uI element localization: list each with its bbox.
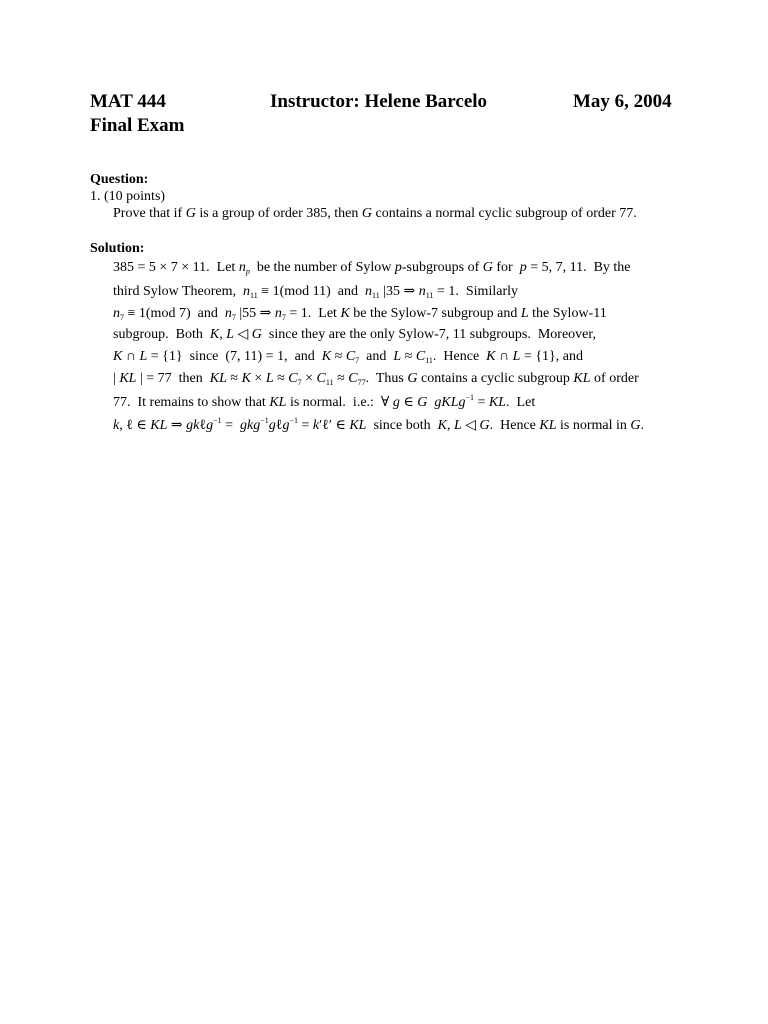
solution-line-1: 385 = 5 × 7 × 11. Let $n_p$ be the number of Sylow p-subgroups of G for p = 5, 7, 11. By the bbox=[113, 260, 631, 276]
question-number-points: 1. (10 points) bbox=[90, 189, 166, 204]
question-text: Prove that if G is a group of order 385, then G contains a normal cyclic subgroup of order 77. bbox=[113, 206, 637, 221]
exam-date: May 6, 2004 bbox=[573, 91, 672, 112]
solution-line-5: K ∩ L = {1} since (7, 11) = 1, and $K \approx C_7$ and $L \approx C_{11}$. Hence K ∩ L = {1}, and bbox=[113, 349, 583, 365]
solution-heading: Solution: bbox=[90, 241, 145, 256]
course-code: MAT 444 bbox=[90, 91, 166, 112]
solution-line-8: k, ℓ ∈ KL ⇒ gkℓg$^{-1}$ = gkg$^{-1}$gℓg$^{-1}$ = k′ℓ′ ∈ KL since both K, L ◁ G. Hence KL is normal in G. bbox=[113, 416, 645, 433]
exam-title: Final Exam bbox=[90, 115, 185, 136]
instructor-name: Instructor: Helene Barcelo bbox=[270, 91, 488, 112]
solution-line-4: subgroup. Both K, L ◁ G since they are the only Sylow-7, 11 subgroups. Moreover, bbox=[113, 327, 596, 342]
solution-line-7: 77. It remains to show that KL is normal. i.e.: ∀ g ∈ G gKLg$^{-1}$ = KL. Let bbox=[113, 393, 536, 410]
solution-line-6: | KL | = 77 then KL ≈ $K \times L \approx C_7 \times C_{11} \approx C_{77}$. Thus G contains a cyclic subgroup KL of order bbox=[113, 371, 639, 387]
solution-line-2: third Sylow Theorem, $n_{11} \equiv 1(mod$ 11) and $n_{11}$ |35 ⇒ $n_{11} = 1$. Similarly bbox=[113, 284, 518, 300]
question-heading: Question: bbox=[90, 172, 149, 187]
solution-line-3: $n_7 \equiv 1(mod$ 7) and $n_7$ |55 ⇒ $n_7 = 1$. Let K be the Sylow-7 subgroup and L the Sylow-11 bbox=[113, 306, 607, 322]
